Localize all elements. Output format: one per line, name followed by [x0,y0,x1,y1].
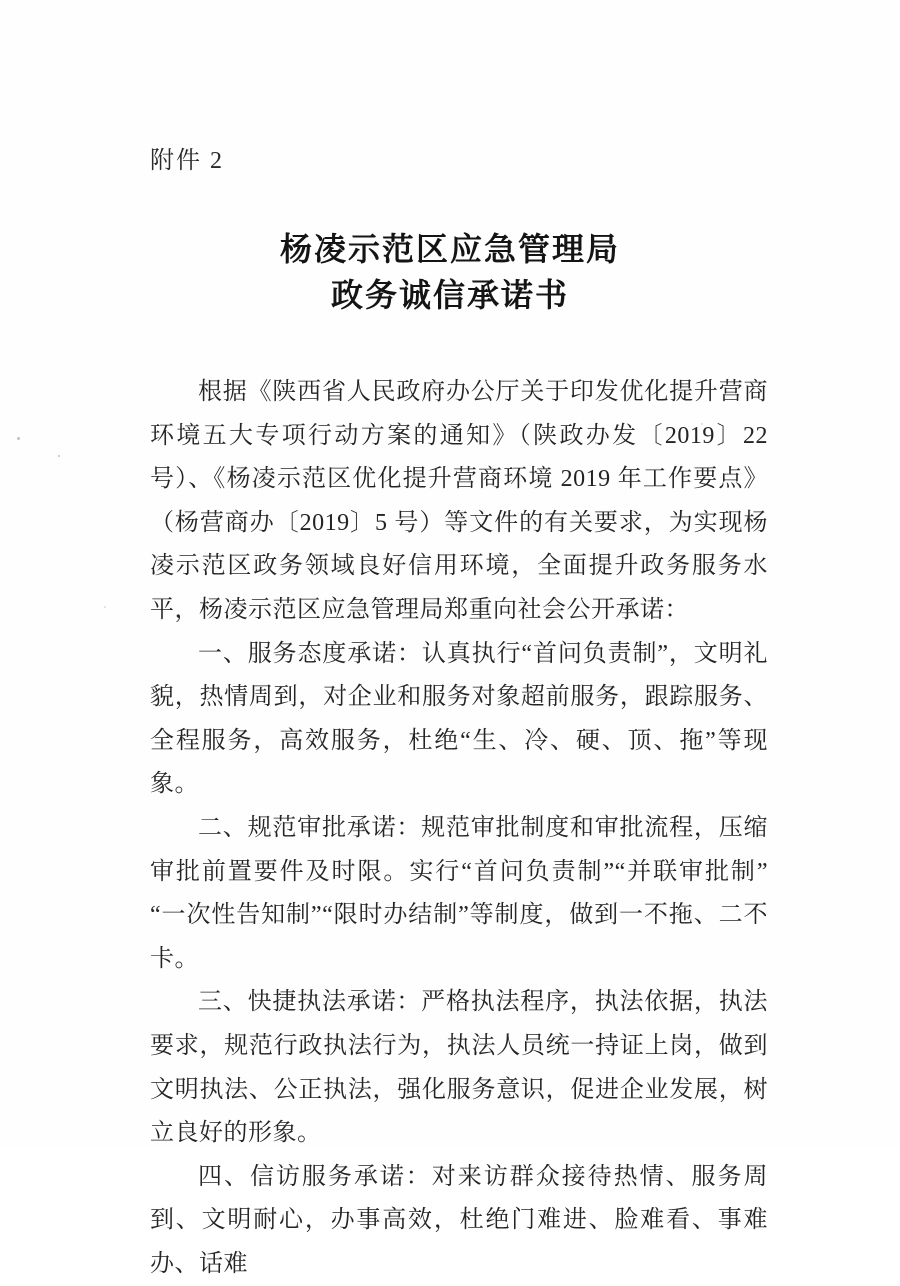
body-paragraph: 四、信访服务承诺：对来访群众接待热情、服务周到、文明耐心，办事高效，杜绝门难进、脸难看、事难办、话难 [150,1163,768,1277]
body-paragraph: 根据《陕西省人民政府办公厅关于印发优化提升营商环境五大专项行动方案的通知》（陕政办发〔2019〕22 号）、《杨凌示范区优化提升营商环境 2019 年工作要点》（杨营商办〔2019〕5 号）等文件的有关要求，为实现杨凌示范区政务领域良好信用环境，全面提升政务服务水平，杨凌示范区应急管理局郑重向社会公开承诺： [150,379,768,623]
body-paragraph: 一、服务态度承诺：认真执行“首问负责制”，文明礼貌，热情周到，对企业和服务对象超前服务，跟踪服务、全程服务，高效服务，杜绝“生、冷、硬、顶、拖”等现象。 [150,640,768,798]
attachment-label: 附件 2 [150,148,224,174]
title-line-1: 杨凌示范区应急管理局 [279,231,620,267]
document-body [150,371,768,1286]
scan-speck [104,606,106,608]
body-paragraph: 二、规范审批承诺：规范审批制度和审批流程，压缩审批前置要件及时限。实行“首问负责制”“并联审批制”“一次性告知制”“限时办结制”等制度，做到一不拖、二不卡。 [150,814,768,972]
scan-speck [17,437,20,440]
scan-speck [701,423,703,425]
document-title [0,226,900,318]
scan-speck [58,455,60,457]
title-line-2: 政务诚信承诺书 [330,277,569,313]
body-paragraph: 三、快捷执法承诺：严格执法程序，执法依据，执法要求，规范行政执法行为，执法人员统一持证上岗，做到文明执法、公正执法，强化服务意识，促进企业发展，树立良好的形象。 [150,989,768,1147]
